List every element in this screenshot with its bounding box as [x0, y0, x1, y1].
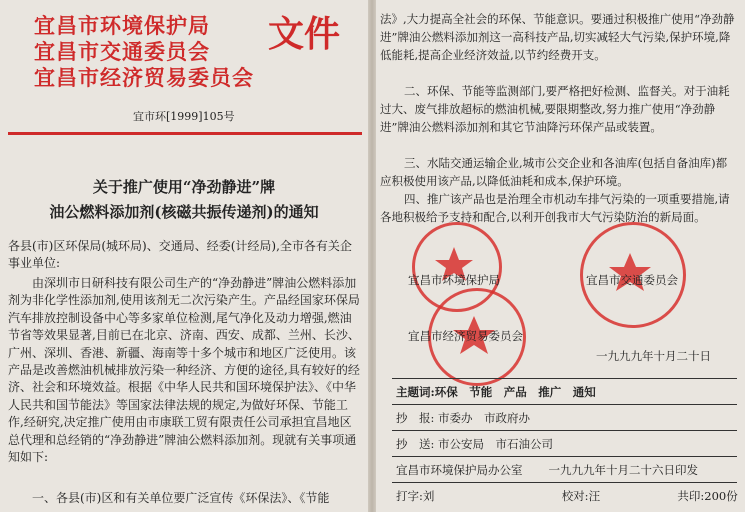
agency-economy: 宜昌市经济贸易委员会 [34, 65, 254, 90]
copies-label: 共印: [677, 489, 705, 503]
copies: 200份 [704, 489, 738, 503]
keywords-row [396, 384, 596, 400]
print-info-row [396, 488, 738, 504]
divider [392, 456, 737, 457]
divider [392, 430, 737, 431]
signature-date: 一九九九年十月二十日 [596, 349, 711, 363]
cc-row [396, 410, 530, 426]
doc-word: 文件 [268, 13, 341, 55]
title-line-2: 油公燃料添加剂(核磁共振传递剂)的通知 [49, 203, 319, 221]
signature-economy: 宜昌市经济贸易委员会 [408, 329, 523, 343]
agency-transport: 宜昌市交通委员会 [34, 39, 210, 64]
body-paragraph: 二、环保、节能等监测部门,要严格把好检测、监督关。对于油耗过大、废气排放超标的燃油机械,要限期整改,努力推广使用“净劲静进”牌油公燃料添加剂和其它节油降污环保产品或装置。 [380, 84, 730, 134]
cc2-row [396, 436, 553, 452]
addressee: 各县(市)区环保局(城环局)、交通局、经委(计经局),全市各有关企事业单位: [8, 239, 352, 270]
issuer: 宜昌市环境保护局办公室 [396, 463, 523, 477]
proof-label: 校对: [561, 489, 589, 503]
body-paragraph: 三、水陆交通运输企业,城市公交企业和各油库(包括自备油库)都应积极使用该产品,以降低油耗和成本,保护环境。 [380, 156, 728, 188]
cc2-label: 抄 送: [396, 437, 435, 451]
divider [392, 482, 737, 483]
body-paragraph: 法》,大力提高全社会的环保、节能意识。要通过积极推广使用“净劲静进”牌油公燃料添加剂这一高科技产品,切实减轻大气污染,保护环境,降低能耗,提高企业经济效益,以节约经费开支。 [380, 12, 735, 62]
typist: 刘 [422, 489, 435, 503]
body-paragraph: 一、各县(市)区和有关单位要广泛宣传《环保法》、《节能 [32, 491, 330, 505]
typist-label: 打字: [396, 489, 423, 503]
red-divider [8, 132, 362, 135]
signature-env-bureau: 宜昌市环境保护局 [408, 273, 500, 287]
issuer-row [396, 462, 698, 478]
doc-number: 宜市环[1999]105号 [133, 110, 235, 123]
cc-label: 抄 报: [396, 411, 435, 425]
divider [392, 378, 737, 379]
keywords-label: 主题词: [396, 385, 435, 399]
cc2-value: 市公安局 市石油公司 [438, 437, 554, 451]
signature-transport: 宜昌市交通委员会 [586, 273, 678, 287]
keywords: 环保 节能 产品 推广 通知 [434, 385, 596, 399]
proof: 汪 [588, 489, 601, 503]
divider [392, 404, 737, 405]
title-line-1: 关于推广使用“净劲静进”牌 [92, 178, 276, 196]
agency-env: 宜昌市环境保护局 [34, 13, 210, 38]
body-paragraph: 四、推广该产品也是治理全市机动车排气污染的一项重要措施,请各地积极给予支持和配合,以利开创我市大气污染防治的新局面。 [380, 192, 730, 224]
page-gutter [368, 0, 376, 512]
body-paragraph: 由深圳市日研科技有限公司生产的“净劲静进”牌油公燃料添加剂为非化学性添加剂,使用该剂无二次污染产生。产品经国家环保局汽车排放控制设备中心等多家单位检测,尾气净化及动力增强,燃油节省等效果显著,目前已在北京、济南、西安、成都、兰州、长沙、广州、深圳、香港、新疆、海南等十多个城市和地区广泛使用。该产品是改善燃油机械排放污染一种经济、方便的途径,具有较好的经济、社会和环境效益。根据《中华人民共和国环境保护法》、《中华人民共和国节能法》等国家法律法规的规定,为做好环保、节能工作,经研究,决定推广使用由市康联工贸有限责任公司承担宜昌地区总代理和总经销的“净劲静进”牌油公燃料添加剂。现就有关事项通知如下: [8, 276, 360, 465]
cc-value: 市委办 市政府办 [438, 411, 531, 425]
issue-date: 一九九九年十月二十六日印发 [548, 463, 698, 477]
